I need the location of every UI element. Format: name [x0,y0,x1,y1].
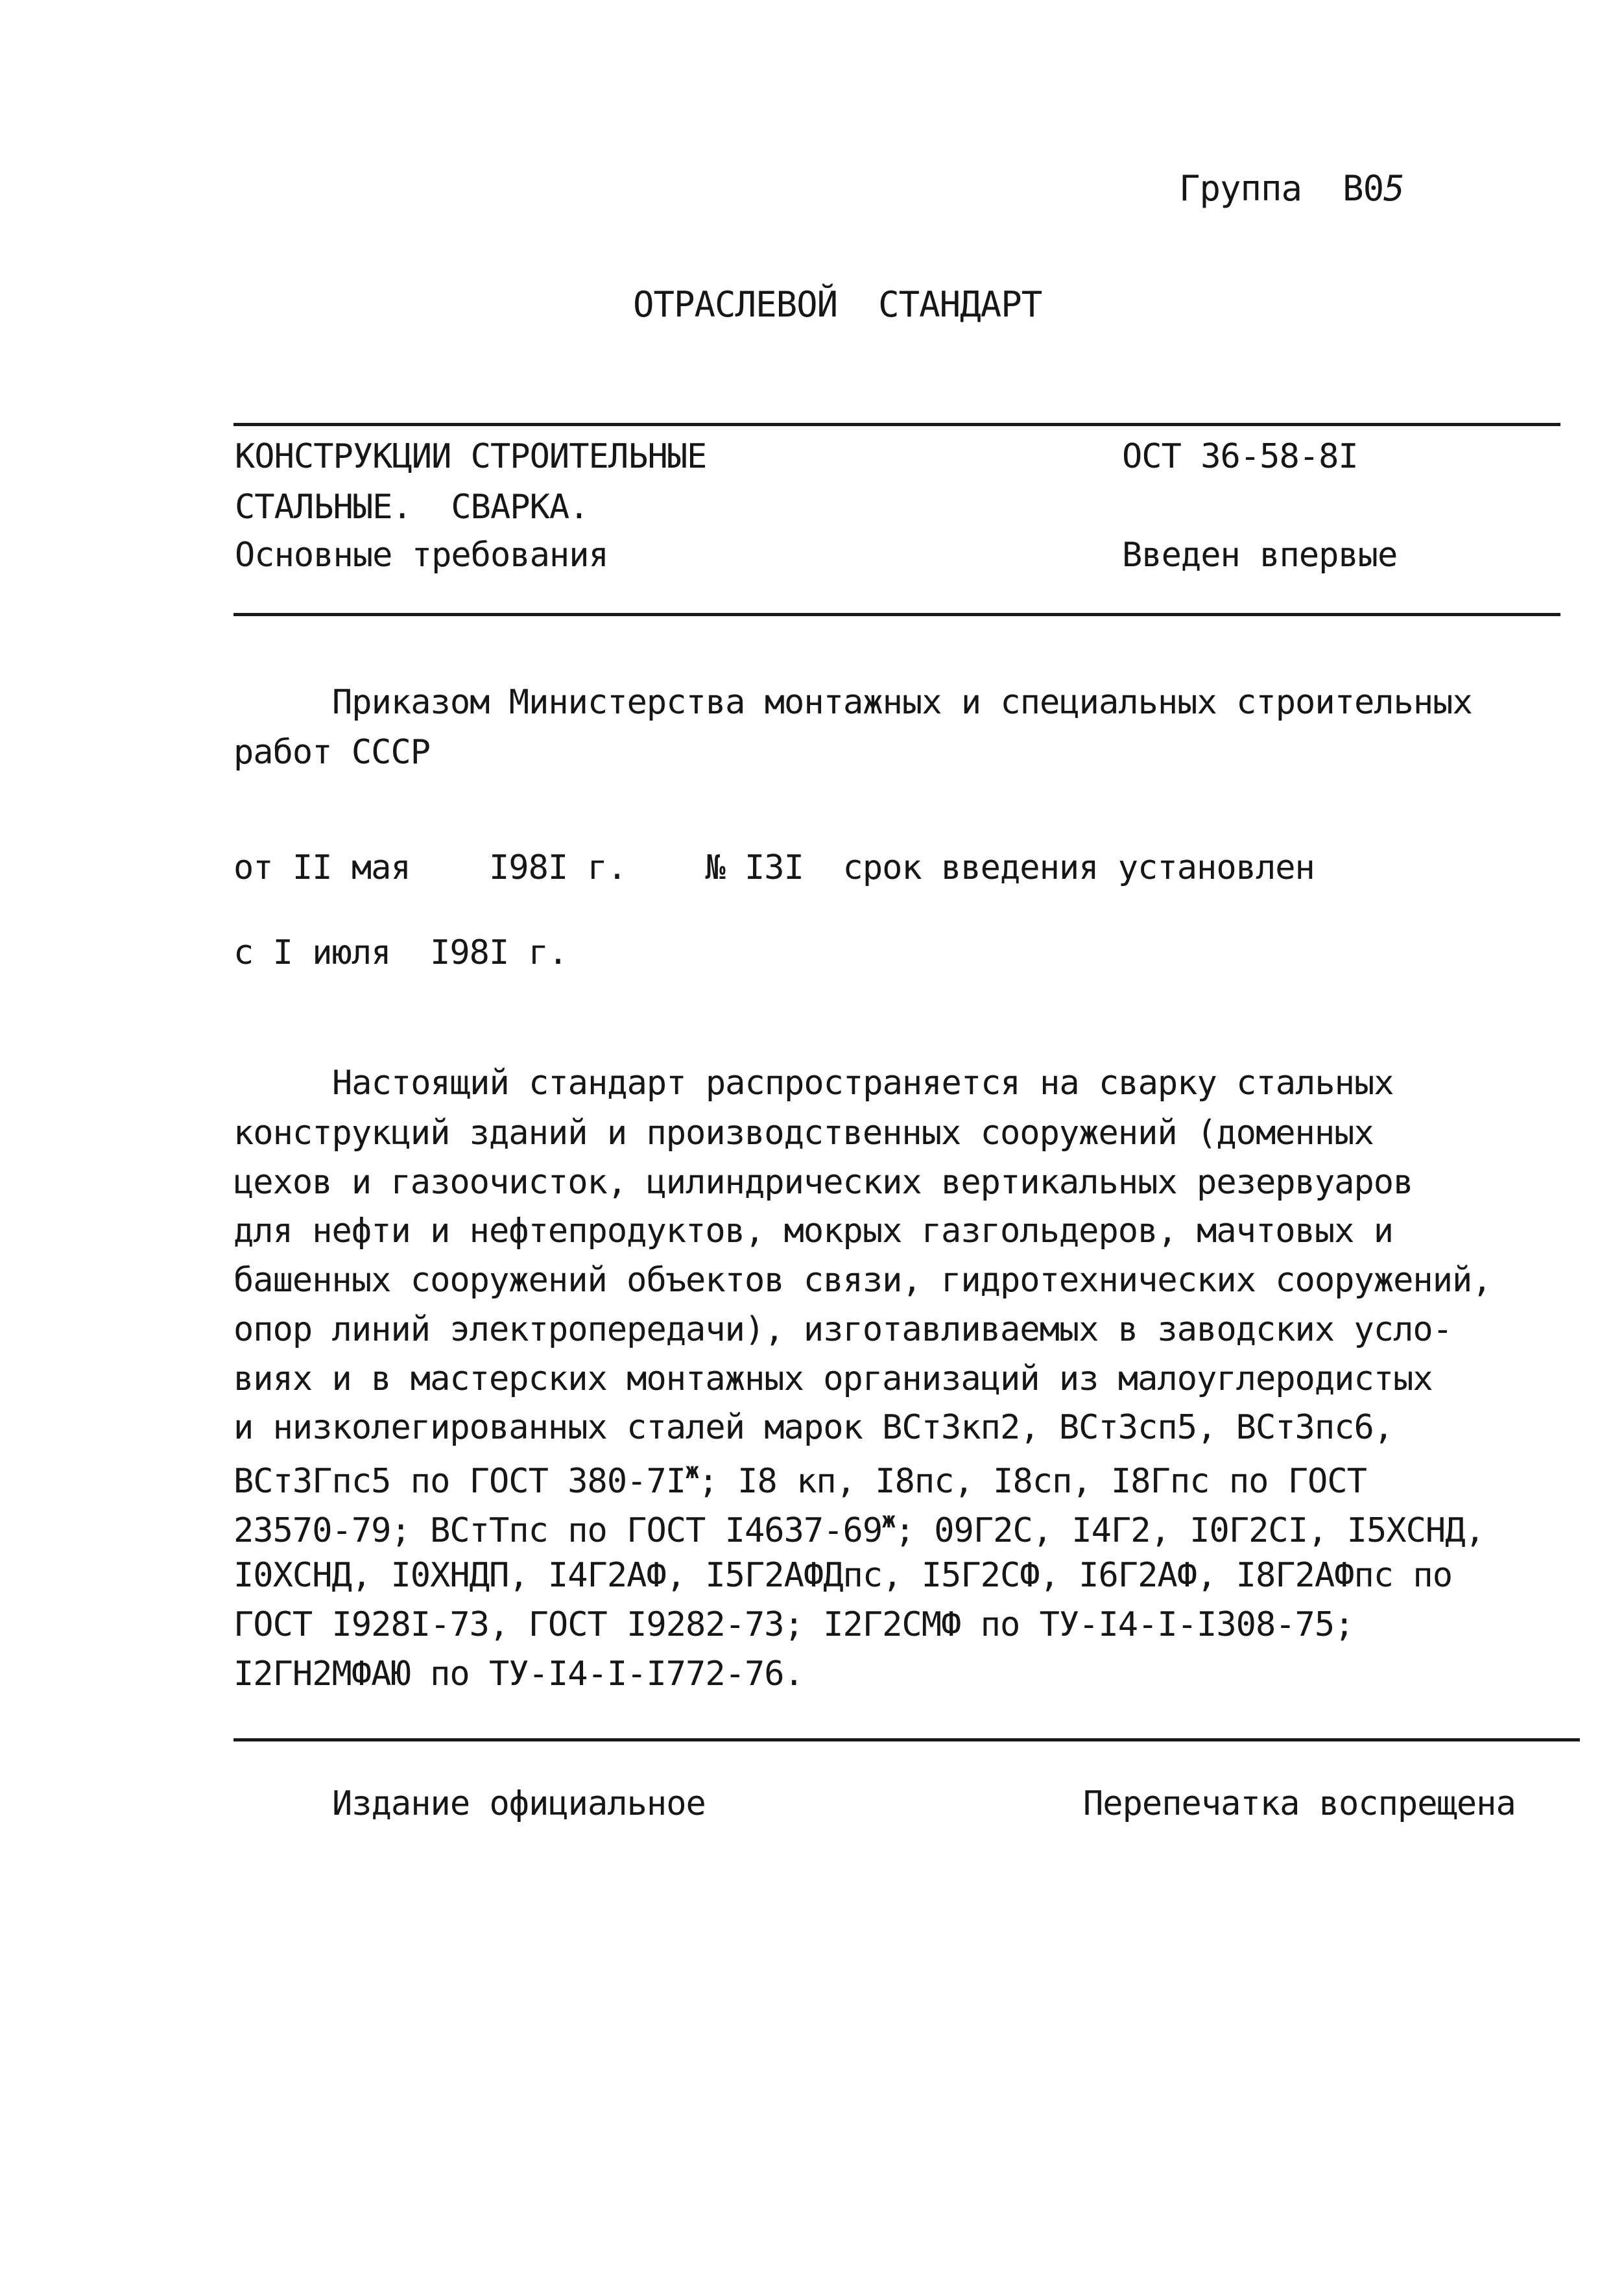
scope-line-9-part-b: ; I8 кп, I8пс, I8сп, I8Гпс по ГОСТ [698,1462,1367,1501]
order-line-2: работ СССР [233,733,431,772]
doc-status: Введен впервые [1122,536,1398,575]
scope-line-13: I2ГН2МФАЮ по ТУ-I4-I-I772-76. [233,1655,804,1693]
bottom-rule [233,1738,1580,1741]
group-code-suffix: 5 [1383,168,1404,209]
scope-line-9-part-a: ВСт3Гпс5 по ГОСТ 380-7I [233,1462,686,1501]
scope-line-1: Настоящий стандарт распространяется на сварку стальных [332,1064,1394,1103]
middle-rule [233,613,1560,616]
scope-line-4: для нефти и нефтепродуктов, мокрых газгольдеров, мачтовых и [233,1212,1394,1250]
document-title: ОТРАСЛЕВОЙ СТАНДАРТ [633,284,1042,325]
top-rule [233,423,1560,426]
order-date-line: от II мая I98I г. № I3I срок введения установлен [233,848,1315,887]
group-code-prefix: В0 [1343,168,1384,209]
scope-line-10-part-b: ; 09Г2С, I4Г2, I0Г2СI, I5ХСНД, [894,1511,1485,1550]
group-label-text: Группа [1179,168,1302,209]
doc-name-line-1: КОНСТРУКЦИИ СТРОИТЕЛЬНЫЕ [235,437,707,476]
order-line-1: Приказом Министерства монтажных и специальных строительных [332,683,1472,722]
scope-line-8: и низколегированных сталей марок ВСт3кп2, ВСт3сп5, ВСт3пс6, [233,1408,1394,1447]
scope-line-6: опор линий электропередачи), изготавливаемых в заводских усло- [233,1310,1453,1349]
group-label [1179,168,1404,209]
doc-code: ОСТ 36-58-8I [1122,437,1358,476]
scope-line-11: I0ХСНД, I0ХНДП, I4Г2АФ, I5Г2АФДпс, I5Г2СФ, I6Г2АФ, I8Г2АФпс по [233,1556,1453,1595]
footer-reprint-prohibited: Перепечатка воспрещена [1083,1784,1516,1823]
scope-line-2: конструкций зданий и производственных сооружений (доменных [233,1114,1374,1153]
scope-line-10 [233,1509,1485,1548]
scope-line-9 [233,1458,1367,1501]
footnote-asterisk: ж [686,1458,699,1484]
scope-line-3: цехов и газоочисток, цилиндрических вертикальных резервуаров [233,1163,1413,1202]
scope-line-12: ГОСТ I928I-73, ГОСТ I9282-73; I2Г2СМФ по ТУ-I4-I-I308-75; [233,1605,1354,1644]
scope-line-5: башенных сооружений объектов связи, гидротехнических сооружений, [233,1261,1492,1300]
doc-name-line-2: СТАЛЬНЫЕ. СВАРКА. [235,488,589,527]
order-effective-line: с I июля I98I г. [233,933,568,972]
scope-line-10-part-a: 23570-79; ВСтТпс по ГОСТ I4637-69 [233,1511,883,1550]
footnote-asterisk: ж [882,1507,895,1533]
doc-name-line-3: Основные требования [235,536,608,575]
footer-official-edition: Издание официальное [332,1784,706,1823]
scope-line-7: виях и в мастерских монтажных организаций из малоуглеродистых [233,1359,1433,1398]
